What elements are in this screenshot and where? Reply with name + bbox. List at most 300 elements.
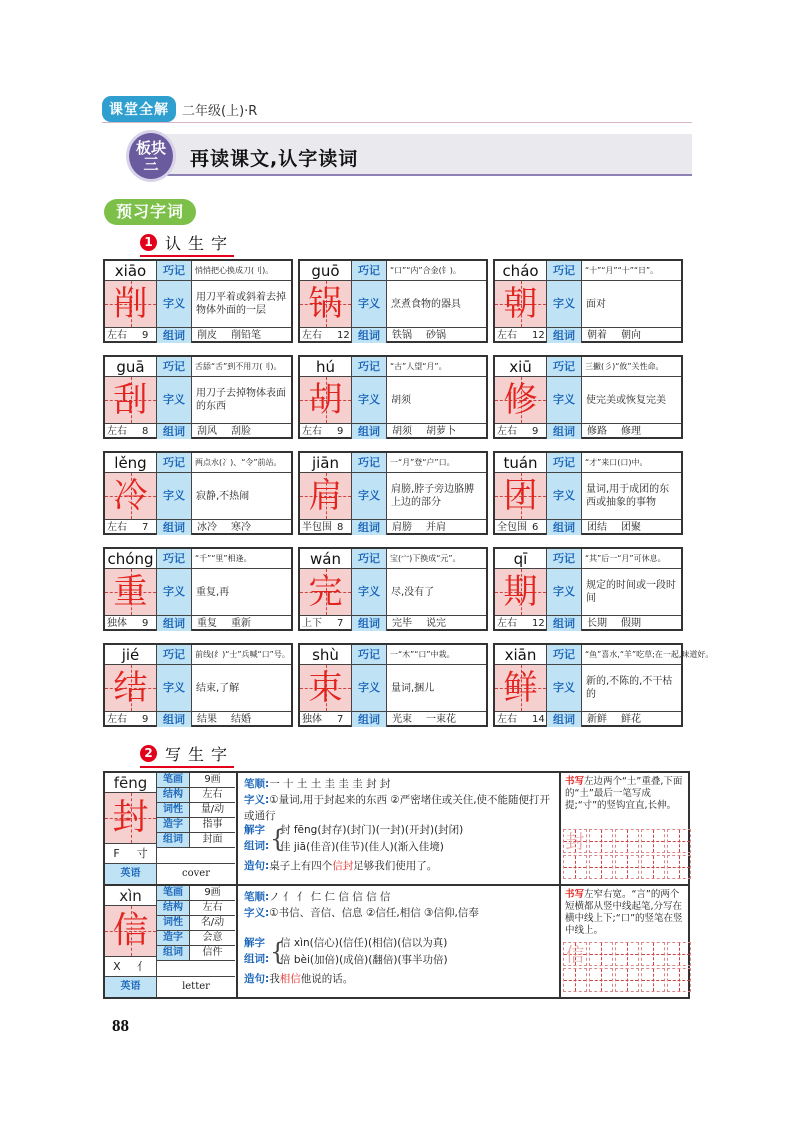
- subsection-title: 写生字: [165, 745, 235, 764]
- tip-label: 巧记: [547, 261, 581, 281]
- meaning-label: 字义: [547, 569, 581, 615]
- practice-box: [641, 942, 665, 966]
- stroke-count: 12: [532, 618, 545, 629]
- structure: 左右: [497, 426, 517, 437]
- structure-strokes: [495, 615, 547, 631]
- tip-text: 两点水(冫)、“令”前站。: [191, 453, 291, 473]
- info-row: [157, 803, 235, 818]
- structure-strokes: [105, 327, 157, 343]
- writing-tip: [559, 773, 688, 884]
- write-info: [105, 886, 235, 997]
- meaning-label: 字义: [352, 665, 386, 711]
- word: 新鲜: [587, 714, 607, 725]
- write-info: [105, 773, 235, 884]
- character: 削: [113, 284, 148, 324]
- practice-box: [667, 855, 691, 879]
- char-card: [298, 259, 488, 343]
- meaning-value: 用刀平着或斜着去掉物体外面的一层: [196, 292, 286, 316]
- practice-box: [615, 968, 639, 992]
- subsection-recognize: [140, 231, 234, 257]
- meaning-value: 用刀子去掉物体表面的东西: [196, 388, 286, 412]
- character: 朝: [503, 284, 538, 324]
- char-grid: [105, 473, 157, 519]
- words: [581, 711, 681, 727]
- info-value: 名/动: [189, 916, 235, 930]
- meaning-text: [191, 569, 291, 615]
- radical: 亻: [136, 960, 148, 973]
- writing-tip-text: 左边两个“土”重叠,下面的“土”最后一笔写成提;“寸”的竖钩宜直,长伸。: [565, 776, 683, 811]
- tip-text: 前线(纟)“士”兵喊“口”号。: [191, 645, 291, 665]
- tip-text: “千”“里”相逢。: [191, 549, 291, 569]
- char-grid: [495, 377, 547, 423]
- info-key: 造字: [157, 818, 189, 832]
- subsection-write: [140, 742, 234, 768]
- sample-sentence: [244, 858, 437, 874]
- meaning-text: [191, 665, 291, 711]
- char-grid: [300, 473, 352, 519]
- char-grid: [495, 281, 547, 327]
- grade-label: 二年级(上)·R: [182, 103, 258, 119]
- english-row: [105, 863, 235, 884]
- structure: 左右: [497, 330, 517, 341]
- compare-block: [244, 822, 554, 856]
- preview-label: 预习字词: [104, 199, 196, 225]
- char-card: [103, 259, 293, 343]
- structure-strokes: [495, 423, 547, 439]
- practice-box: [589, 968, 613, 992]
- stroke-count: 12: [337, 330, 350, 341]
- words-label: 组词: [352, 519, 386, 535]
- practice-box: [641, 968, 665, 992]
- zuci-label: 组词: [244, 953, 265, 965]
- pinyin: wán: [300, 549, 352, 569]
- character: 刮: [113, 380, 148, 420]
- structure-strokes: [300, 519, 352, 535]
- word: 砂锅: [426, 330, 446, 341]
- structure-strokes: [495, 327, 547, 343]
- compare-line-2: 佳 jiā(佳音)(佳节)(佳人)(渐入佳境): [280, 841, 444, 853]
- structure-strokes: [105, 711, 157, 727]
- practice-box: [563, 968, 587, 992]
- pinyin: guā: [105, 357, 157, 377]
- meaning-text: [191, 377, 291, 423]
- info-row: [157, 818, 235, 833]
- meaning-label: 字义: [157, 569, 191, 615]
- info-key: 组词: [157, 946, 189, 960]
- subsection-number: 2: [140, 745, 157, 762]
- char-grid: [300, 377, 352, 423]
- character: 期: [503, 572, 538, 612]
- write-card: [103, 884, 690, 999]
- structure: 左右: [302, 330, 322, 341]
- structure-strokes: [300, 711, 352, 727]
- character: 胡: [308, 380, 343, 420]
- english-row: [105, 976, 235, 997]
- info-row: [157, 788, 235, 803]
- jiezi-label: 解字: [244, 937, 265, 949]
- tip-label: 巧记: [157, 357, 191, 377]
- char-card: [298, 547, 488, 631]
- meaning-text: [386, 377, 486, 423]
- compare-line-2: 倍 bèi(加倍)(成倍)(翻倍)(事半功倍): [280, 954, 448, 966]
- stroke-count: 9: [142, 330, 149, 341]
- words: [581, 327, 681, 343]
- stroke-count: 9: [337, 426, 344, 437]
- info-row: [157, 946, 235, 961]
- tip-label: 巧记: [157, 645, 191, 665]
- meaning-label: 字义: [157, 281, 191, 327]
- compare-label: 解字 组词:: [244, 937, 270, 965]
- tip-text: “才”来口(口)中。: [581, 453, 681, 473]
- meaning-value: 肩膀,脖子旁边胳膊上边的部分: [391, 484, 475, 508]
- pinyin: xìn: [105, 886, 157, 906]
- meaning-label: 字义: [157, 377, 191, 423]
- meaning-text: [581, 665, 681, 711]
- structure: 左右: [497, 714, 517, 725]
- word: 刮风: [197, 426, 217, 437]
- tip-text: 宝(宀)下换成“元”。: [386, 549, 486, 569]
- meaning-value: 使完美或恢复完美: [586, 394, 666, 406]
- tip-label: 巧记: [157, 549, 191, 569]
- char-grid: [105, 665, 157, 711]
- words-label: 组词: [157, 615, 191, 631]
- pinyin: xiān: [495, 645, 547, 665]
- words: [581, 423, 681, 439]
- compare-line-1: 封 fēng(封存)(封门)(一封)(开封)(封闭): [280, 824, 464, 836]
- tip-label: 巧记: [352, 645, 386, 665]
- words: [386, 423, 486, 439]
- pinyin: fēng: [105, 773, 157, 793]
- meaning-text: [386, 665, 486, 711]
- words-label: 组词: [547, 327, 581, 343]
- pinyin: hú: [300, 357, 352, 377]
- practice-box: [641, 855, 665, 879]
- meaning-value: ①量词,用于封起来的东西 ②严密堵住或关住,使不能随便打开或通行: [244, 794, 551, 822]
- structure: 左右: [107, 714, 127, 725]
- practice-box: [667, 968, 691, 992]
- compare-block: [244, 935, 554, 969]
- structure-strokes: [105, 615, 157, 631]
- info-key: 造字: [157, 931, 189, 945]
- structure: 独体: [302, 714, 322, 725]
- info-key: 笔画: [157, 886, 189, 900]
- trace-character: 封: [565, 831, 585, 853]
- info-value: 左右: [189, 788, 235, 802]
- stroke-count: 8: [142, 426, 149, 437]
- tip-text: 悄悄把心换成刀(刂)。: [191, 261, 291, 281]
- info-row: [157, 773, 235, 788]
- meaning-label: 字义: [157, 473, 191, 519]
- info-key: 词性: [157, 803, 189, 817]
- tip-label: 巧记: [547, 453, 581, 473]
- practice-box: [589, 942, 613, 966]
- meaning-text: [581, 569, 681, 615]
- info-row: [157, 901, 235, 916]
- stroke-order-label: 笔顺:: [244, 891, 270, 903]
- book-badge: 课堂全解: [102, 96, 176, 122]
- meaning-value: 胡须: [391, 394, 411, 406]
- character: 封: [112, 797, 149, 838]
- stroke-count: 9: [142, 618, 149, 629]
- char-card: [493, 259, 683, 343]
- writing-tip-label: 书写: [565, 776, 585, 787]
- words-label: 组词: [352, 327, 386, 343]
- character: 鲜: [503, 668, 538, 708]
- tip-label: 巧记: [352, 453, 386, 473]
- pinyin: lěng: [105, 453, 157, 473]
- words: [386, 327, 486, 343]
- word: 寒冷: [231, 522, 251, 533]
- char-card: [493, 643, 714, 727]
- stroke-order: [244, 889, 553, 905]
- practice-box: [615, 829, 639, 853]
- char-grid: [105, 377, 157, 423]
- char-grid: [495, 473, 547, 519]
- char-card: [103, 643, 293, 727]
- char-card: [493, 547, 683, 631]
- word: 刮脸: [231, 426, 251, 437]
- section-title: 再读课文,认字读词: [190, 148, 359, 170]
- meaning-label: 字义: [244, 907, 265, 919]
- english-key: 英语: [105, 977, 157, 997]
- meaning-text: [386, 569, 486, 615]
- words-label: 组词: [547, 423, 581, 439]
- character: 结: [113, 668, 148, 708]
- zuci-label: 组词: [244, 840, 265, 852]
- pinyin: chóng: [105, 549, 157, 569]
- sentence-highlight: 信封: [332, 860, 354, 872]
- word: 团结: [587, 522, 607, 533]
- word: 光束: [392, 714, 412, 725]
- meaning-label: 字义: [547, 665, 581, 711]
- info-value: 9画: [189, 886, 235, 900]
- tip-text: 舌舔“舌”到不用刀(刂)。: [191, 357, 291, 377]
- char-card: [493, 451, 683, 535]
- meaning-value: 结束,了解: [196, 682, 240, 694]
- word: 结果: [197, 714, 217, 725]
- structure: 左右: [107, 522, 127, 533]
- tip-text: “鱼”喜水,“羊”吃草;在一起,味道好。: [581, 645, 681, 665]
- structure: 全包围: [497, 522, 527, 533]
- word: 冰冷: [197, 522, 217, 533]
- tip-text: “口”“内”合金(钅)。: [386, 261, 486, 281]
- sentence-label: 造句:: [244, 860, 270, 872]
- page-number: 88: [112, 1016, 129, 1035]
- structure-strokes: [495, 519, 547, 535]
- info-row: [157, 886, 235, 901]
- practice-box: [641, 829, 665, 853]
- word: 胡萝卜: [426, 426, 456, 437]
- info-value: 指事: [189, 818, 235, 832]
- tip-text: “其”后一“月”可休息。: [581, 549, 681, 569]
- words-label: 组词: [547, 615, 581, 631]
- word: 削皮: [197, 330, 217, 341]
- stroke-count: 9: [532, 426, 539, 437]
- compare-label: 解字 组词:: [244, 824, 270, 852]
- meaning-label: 字义: [352, 569, 386, 615]
- word: 朝着: [587, 330, 607, 341]
- structure-strokes: [300, 327, 352, 343]
- structure-strokes: [300, 423, 352, 439]
- word: 重新: [231, 618, 251, 629]
- meaning-label: 字义: [547, 377, 581, 423]
- words: [581, 615, 681, 631]
- character: 完: [308, 572, 343, 612]
- words: [191, 423, 291, 439]
- practice-box: [667, 942, 691, 966]
- info-value: 会意: [189, 931, 235, 945]
- info-value: 量/动: [189, 803, 235, 817]
- word: 假期: [621, 618, 641, 629]
- words-label: 组词: [547, 711, 581, 727]
- meaning-value: 量词,用于成团的东西或抽象的事物: [586, 484, 670, 508]
- info-value: 左右: [189, 901, 235, 915]
- english-value: letter: [182, 981, 210, 992]
- pinyin: xiāo: [105, 261, 157, 281]
- radical: X: [113, 960, 121, 973]
- stroke-count: 12: [532, 330, 545, 341]
- meaning-text: [581, 377, 681, 423]
- char-grid: [495, 569, 547, 615]
- character: 肩: [308, 476, 343, 516]
- structure: 左右: [497, 618, 517, 629]
- words: [581, 519, 681, 535]
- word: 朝向: [621, 330, 641, 341]
- practice-box: [563, 829, 587, 853]
- meaning-value: 新的,不陈的,不干枯的: [586, 676, 673, 700]
- word: 完毕: [392, 618, 412, 629]
- tip-label: 巧记: [547, 645, 581, 665]
- meaning-label: 字义: [352, 377, 386, 423]
- tip-label: 巧记: [547, 549, 581, 569]
- section-circle-label: 板块三: [136, 139, 167, 173]
- words: [191, 711, 291, 727]
- radical: F: [113, 847, 120, 860]
- stroke-count: 7: [142, 522, 149, 533]
- pinyin: jiān: [300, 453, 352, 473]
- info-row: [157, 833, 235, 848]
- meaning-value: 烹煮食物的器具: [391, 298, 461, 310]
- words-label: 组词: [157, 327, 191, 343]
- practice-box: [589, 855, 613, 879]
- radical: 寸: [136, 847, 148, 860]
- meaning-label: 字义: [157, 665, 191, 711]
- info-key: 笔画: [157, 773, 189, 787]
- structure-strokes: [300, 615, 352, 631]
- practice-box: [615, 855, 639, 879]
- meaning-value: 重复,再: [196, 586, 230, 598]
- running-header: [102, 96, 257, 122]
- meaning-text: [581, 281, 681, 327]
- character: 修: [503, 380, 538, 420]
- pinyin: tuán: [495, 453, 547, 473]
- char-card: [103, 355, 293, 439]
- brace: {: [270, 825, 286, 853]
- tip-label: 巧记: [547, 357, 581, 377]
- sample-sentence: [244, 971, 353, 987]
- writing-tip: [559, 886, 688, 997]
- english-value: cover: [182, 868, 210, 879]
- word: 一束花: [426, 714, 456, 725]
- words: [386, 519, 486, 535]
- word: 鲜花: [621, 714, 641, 725]
- word: 修路: [587, 426, 607, 437]
- sentence-pre: 桌子上有四个: [269, 860, 333, 872]
- meaning: 字义:①书信、音信、信息 ②信任,相信 ③信仰,信奉: [244, 907, 479, 919]
- radicals: [105, 843, 157, 863]
- sentence-highlight: 相信: [279, 973, 301, 985]
- header-rule: [102, 122, 692, 123]
- words: [191, 327, 291, 343]
- char-grid: [105, 569, 157, 615]
- tip-label: 巧记: [352, 357, 386, 377]
- radicals: [105, 956, 157, 976]
- structure: 上下: [302, 618, 322, 629]
- stroke-order-value: 一 十 土 土 圭 圭 圭 封 封: [269, 778, 391, 790]
- character: 锅: [308, 284, 343, 324]
- tip-label: 巧记: [157, 453, 191, 473]
- practice-box: [563, 942, 587, 966]
- tip-label: 巧记: [352, 549, 386, 569]
- words-label: 组词: [157, 423, 191, 439]
- meaning-label: 字义: [547, 281, 581, 327]
- stroke-count: 7: [337, 618, 344, 629]
- subsection-title: 认生字: [165, 234, 235, 253]
- structure-strokes: [495, 711, 547, 727]
- compare-line-1: 信 xìn(信心)(信任)(相信)(信以为真): [280, 937, 448, 949]
- tip-label: 巧记: [157, 261, 191, 281]
- character: 团: [503, 476, 538, 516]
- structure: 左右: [302, 426, 322, 437]
- subsection-number: 1: [140, 234, 157, 251]
- practice-box: [589, 829, 613, 853]
- sentence-post: 足够我们使用了。: [353, 860, 438, 872]
- char-card: [103, 547, 293, 631]
- info-key: 词性: [157, 916, 189, 930]
- character: 束: [308, 668, 343, 708]
- pinyin: guō: [300, 261, 352, 281]
- stroke-order: [244, 776, 553, 792]
- structure: 左右: [107, 426, 127, 437]
- english-key: 英语: [105, 864, 157, 884]
- structure: 左右: [107, 330, 127, 341]
- meaning-value: 规定的时间或一段时间: [586, 580, 676, 604]
- char-grid: [105, 906, 157, 956]
- tip-text: “十”“月”“十”“日”。: [581, 261, 681, 281]
- meaning-text: [191, 281, 291, 327]
- write-detail: [236, 773, 559, 884]
- practice-box: [667, 829, 691, 853]
- practice-box: [563, 855, 587, 879]
- pinyin: cháo: [495, 261, 547, 281]
- sentence-label: 造句:: [244, 973, 270, 985]
- word: 重复: [197, 618, 217, 629]
- practice-box: [615, 942, 639, 966]
- meaning-label: 字义: [352, 281, 386, 327]
- words-label: 组词: [352, 615, 386, 631]
- sentence-post: 他说的话。: [300, 973, 354, 985]
- tip-text: 一“月”登“户”口。: [386, 453, 486, 473]
- stroke-order-label: 笔顺:: [244, 778, 270, 790]
- word: 团聚: [621, 522, 641, 533]
- word: 长期: [587, 618, 607, 629]
- meaning-value: 面对: [586, 298, 606, 310]
- words-label: 组词: [547, 519, 581, 535]
- structure-strokes: [105, 423, 157, 439]
- info-key: 结构: [157, 901, 189, 915]
- words-label: 组词: [157, 519, 191, 535]
- structure-strokes: [105, 519, 157, 535]
